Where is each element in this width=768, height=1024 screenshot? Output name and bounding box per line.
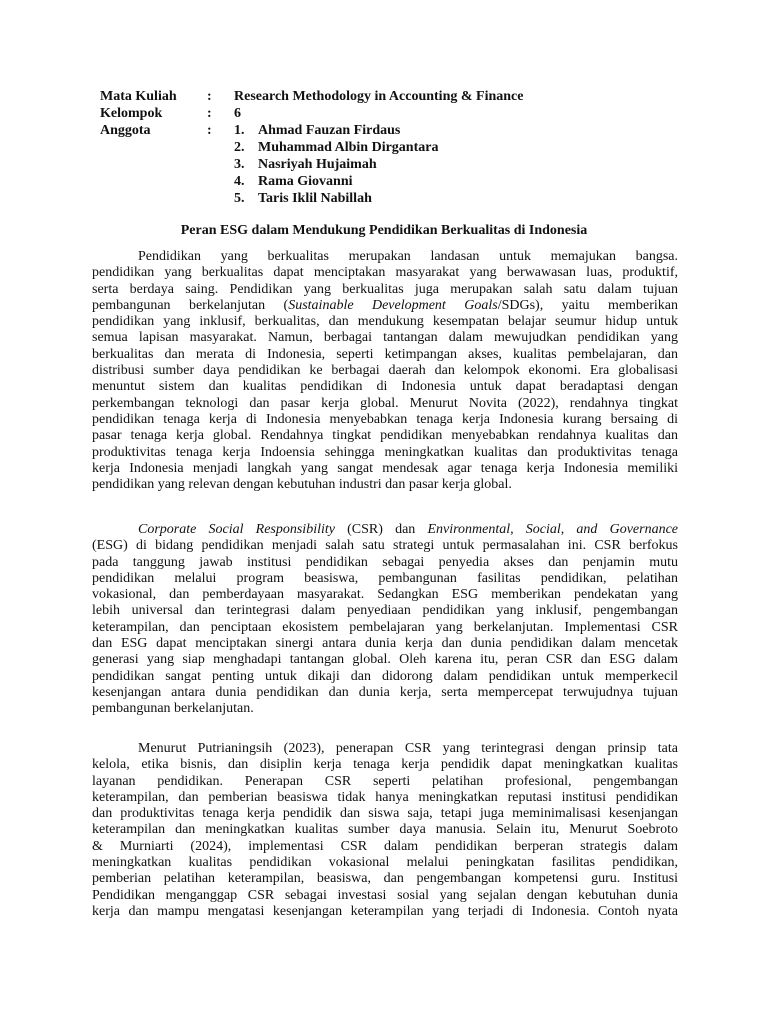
body-paragraph bbox=[92, 741, 678, 920]
paragraph-line: pembangunan berkelanjutan (Sustainable Development Goals/SDGs), yaitu memberikan bbox=[92, 297, 678, 313]
paragraph-line: Menurut Putrianingsih (2023), penerapan CSR yang terintegrasi dengan prinsip tata bbox=[138, 741, 678, 756]
paragraph-line: pendidikan tenaga kerja di Indonesia menyebabkan tenaga kerja Indonesia kurang bersaing di bbox=[92, 411, 678, 427]
colon: : bbox=[207, 89, 212, 104]
paragraph-line: keterampilan dan meningkatkan kualitas sumber daya manusia. Selain itu, Menurut Soebroto bbox=[92, 822, 678, 838]
paragraph-line: pendidikan sangat penting untuk dikaji dan didorong dalam pendidikan untuk memperkecil bbox=[92, 668, 678, 684]
member-number: 1. bbox=[234, 123, 245, 138]
member-name: Ahmad Fauzan Firdaus bbox=[258, 123, 401, 138]
body-paragraph bbox=[92, 249, 678, 493]
paragraph-line: keterampilan, dan penciptaan ekosistem pembelajaran yang berkelanjutan. Implementasi CSR bbox=[92, 619, 678, 635]
paragraph-line: pendidikan yang berkualitas dapat menciptakan masyarakat yang berwawasan luas, produktif, bbox=[92, 265, 678, 281]
paragraph-line: pembangunan berkelanjutan. bbox=[92, 701, 254, 717]
paragraph-line: produktivitas tenaga kerja Indoensia sehingga meningkatkan kualitas dan produktivitas tenaga bbox=[92, 444, 678, 460]
paragraph-line: meningkatkan kualitas pendidikan vokasional melalui peningkatan fasilitas pendidikan, bbox=[92, 855, 678, 871]
paragraph-line: kesenjangan antara dunia pendidikan dan dunia kerja, serta mempercepat terwujudnya tujuan bbox=[92, 684, 678, 700]
paragraph-line: kerja dan mampu mengatasi kesenjangan keterampilan yang terjadi di Indonesia. Contoh nyata bbox=[92, 903, 678, 919]
paragraph-line: semua lapisan masyarakat. Namun, berbagai tantangan dalam mewujudkan pendidikan yang bbox=[92, 330, 678, 346]
course-value: Research Methodology in Accounting & Finance bbox=[234, 89, 524, 104]
paragraph-line: layanan pendidikan. Penerapan CSR seperti pelatihan profesional, pengembangan bbox=[92, 773, 678, 789]
paragraph-line: keterampilan, dan pemberian beasiswa tidak hanya meningkatkan reputasi institusi pendidikan bbox=[92, 789, 678, 805]
member-number: 3. bbox=[234, 157, 245, 172]
paragraph-line: Pendidikan menganggap CSR sebagai investasi sosial yang sejalan dengan kebutuhan dunia bbox=[92, 887, 678, 903]
paragraph-line: kerja Indonesia menjadi langkah yang sangat mendesak agar tenaga kerja Indonesia memiliki bbox=[92, 460, 678, 476]
paragraph-line: generasi yang siap menghadapi tantangan global. Oleh karena itu, peran CSR dan ESG dalam bbox=[92, 652, 678, 668]
member-number: 4. bbox=[234, 174, 245, 189]
group-value: 6 bbox=[234, 106, 241, 121]
paragraph-line: vokasional, dan pemberdayaan masyarakat. Sedangkan ESG memberikan pendekatan yang bbox=[92, 587, 678, 603]
member-name: Nasriyah Hujaimah bbox=[258, 157, 377, 172]
paragraph-line: dan ESG dapat menciptakan sinergi antara dunia kerja dan dunia pendidikan dalam mencetak bbox=[92, 636, 678, 652]
member-name: Taris Iklil Nabillah bbox=[258, 191, 372, 206]
paragraph-line: distribusi sumber daya pendidikan ke berbagai daerah dan kelompok ekonomi. Era globalisasi bbox=[92, 363, 678, 379]
paragraph-line: serta berdaya saing. Pendidikan yang berkualitas juga merupakan salah satu dalam tujuan bbox=[92, 281, 678, 297]
group-label: Kelompok bbox=[100, 106, 163, 121]
paragraph-line: & Murniarti (2024), implementasi CSR dalam pendidikan berperan strategis dalam bbox=[92, 838, 678, 854]
paragraph-line: pendidikan yang inklusif, berkualitas, dan mendukung kesempatan belajar seumur hidup untuk bbox=[92, 314, 678, 330]
paragraph-line: pada tanggung jawab institusi pendidikan sebagai penyedia akses dan penjamin mutu bbox=[92, 554, 678, 570]
paragraph-line: kelola, etika bisnis, dan disiplin kerja tenaga kerja pendidik dapat meningkatkan kualitas bbox=[92, 757, 678, 773]
paragraph-line: berkualitas dan merata di Indonesia, seperti ketimpangan akses, kualitas pembelajaran, dan bbox=[92, 346, 678, 362]
paragraph-line: pendidikan melalui program beasiswa, pembangunan fasilitas pendidikan, pelatihan bbox=[92, 570, 678, 586]
paragraph-line: dan produktivitas tenaga kerja pendidik dan siswa saja, tetapi juga meminimalisasi kesenjangan bbox=[92, 806, 678, 822]
colon: : bbox=[207, 106, 212, 121]
paragraph-line: Corporate Social Responsibility (CSR) dan Environmental, Social, and Governance bbox=[138, 522, 678, 537]
paragraph-line: perkembangan teknologi dan pasar kerja global. Menurut Novita (2022), rendahnya tingkat bbox=[92, 395, 678, 411]
colon: : bbox=[207, 123, 212, 138]
document-title: Peran ESG dalam Mendukung Pendidikan Berkualitas di Indonesia bbox=[180, 223, 588, 238]
body-paragraph bbox=[92, 522, 678, 718]
member-number: 5. bbox=[234, 191, 245, 206]
paragraph-line: pendidikan yang relevan dengan kebutuhan industri dan pasar kerja global. bbox=[92, 477, 512, 493]
member-name: Muhammad Albin Dirgantara bbox=[258, 140, 439, 155]
paragraph-line: (ESG) di bidang pendidikan menjadi salah satu strategi untuk permasalahan ini. CSR berfokus bbox=[92, 538, 678, 554]
member-number: 2. bbox=[234, 140, 245, 155]
paragraph-line: pemberian pelatihan keterampilan, beasiswa, dan pengembangan kompetensi guru. Institusi bbox=[92, 871, 678, 887]
members-label: Anggota bbox=[100, 123, 151, 138]
course-label: Mata Kuliah bbox=[100, 89, 177, 104]
paragraph-line: pasar tenaga kerja global. Rendahnya tingkat pendidikan menyebabkan rendahnya kualitas dan bbox=[92, 428, 678, 444]
member-name: Rama Giovanni bbox=[258, 174, 353, 189]
paragraph-line: Pendidikan yang berkualitas merupakan landasan untuk memajukan bangsa. bbox=[138, 249, 678, 264]
paragraph-line: menuntut sistem dan kualitas pendidikan di Indonesia untuk dapat beradaptasi dengan bbox=[92, 379, 678, 395]
paragraph-line: lebih universal dan terintegrasi dalam penyediaan pendidikan yang inklusif, pengembangan bbox=[92, 603, 678, 619]
